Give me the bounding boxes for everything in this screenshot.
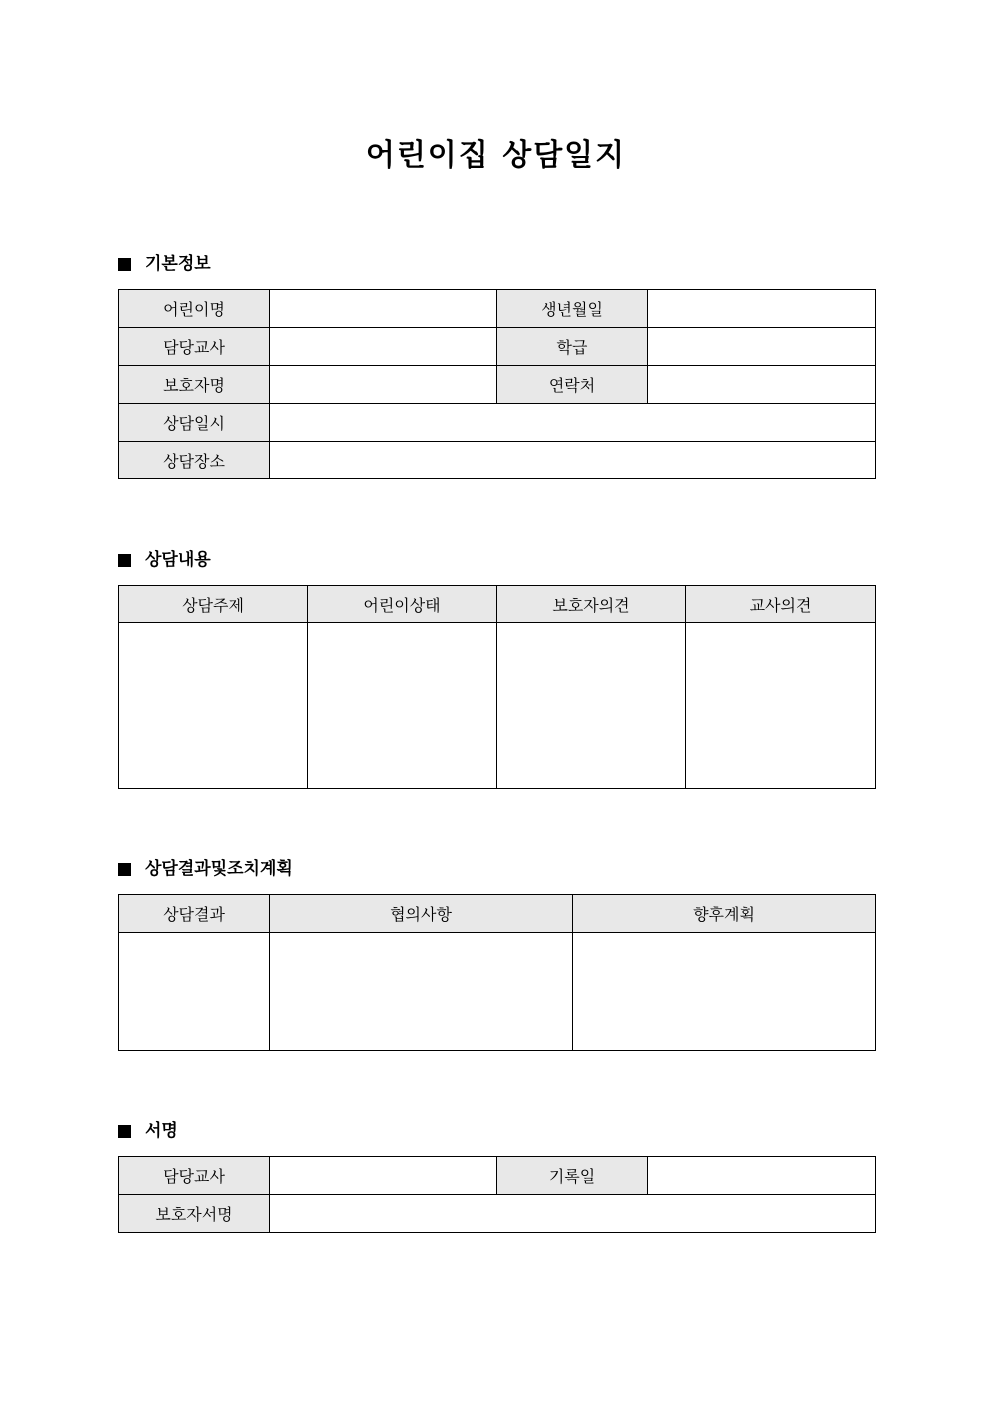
field-plan[interactable] xyxy=(573,933,876,1051)
header-child-status: 어린이상태 xyxy=(308,586,497,623)
sign-table xyxy=(118,1156,876,1233)
field-result[interactable] xyxy=(119,933,270,1051)
section-content-label: 상담내용 xyxy=(145,550,211,570)
section-basic-label: 기본정보 xyxy=(145,254,211,274)
section-heading-result xyxy=(118,857,293,881)
field-contact[interactable] xyxy=(648,366,876,404)
field-guardian[interactable] xyxy=(270,366,497,404)
field-place[interactable] xyxy=(270,442,876,479)
field-guardian-sign[interactable] xyxy=(270,1195,876,1233)
header-plan: 향후계획 xyxy=(573,895,876,933)
field-class[interactable] xyxy=(648,328,876,366)
label-child-name: 어린이명 xyxy=(119,290,270,328)
section-heading-content xyxy=(118,548,211,572)
label-contact: 연락처 xyxy=(497,366,648,404)
page-title: 어린이집 상담일지 xyxy=(365,138,627,173)
section-result-label: 상담결과및조치계획 xyxy=(145,859,293,879)
label-record-date: 기록일 xyxy=(497,1157,648,1195)
field-agreement[interactable] xyxy=(270,933,573,1051)
field-sign-teacher[interactable] xyxy=(270,1157,497,1195)
header-result: 상담결과 xyxy=(119,895,270,933)
header-topic: 상담주제 xyxy=(119,586,308,623)
label-class: 학급 xyxy=(497,328,648,366)
field-child-status[interactable] xyxy=(308,623,497,789)
label-teacher: 담당교사 xyxy=(119,328,270,366)
header-teacher-opinion: 교사의견 xyxy=(686,586,876,623)
field-datetime[interactable] xyxy=(270,404,876,442)
field-record-date[interactable] xyxy=(648,1157,876,1195)
square-bullet-icon xyxy=(118,863,131,876)
basic-info-table xyxy=(118,289,876,479)
square-bullet-icon xyxy=(118,554,131,567)
section-heading-sign xyxy=(118,1119,178,1143)
field-topic[interactable] xyxy=(119,623,308,789)
label-datetime: 상담일시 xyxy=(119,404,270,442)
section-sign-label: 서명 xyxy=(145,1121,178,1141)
content-table xyxy=(118,585,876,789)
header-agreement: 협의사항 xyxy=(270,895,573,933)
field-teacher[interactable] xyxy=(270,328,497,366)
label-guardian: 보호자명 xyxy=(119,366,270,404)
field-teacher-opinion[interactable] xyxy=(686,623,876,789)
square-bullet-icon xyxy=(118,1125,131,1138)
field-birth-date[interactable] xyxy=(648,290,876,328)
label-sign-teacher: 담당교사 xyxy=(119,1157,270,1195)
field-guardian-opinion[interactable] xyxy=(497,623,686,789)
field-child-name[interactable] xyxy=(270,290,497,328)
section-heading-basic xyxy=(118,252,211,276)
square-bullet-icon xyxy=(118,258,131,271)
label-place: 상담장소 xyxy=(119,442,270,479)
header-guardian-opinion: 보호자의견 xyxy=(497,586,686,623)
label-birth-date: 생년월일 xyxy=(497,290,648,328)
label-guardian-sign: 보호자서명 xyxy=(119,1195,270,1233)
result-table xyxy=(118,894,876,1051)
